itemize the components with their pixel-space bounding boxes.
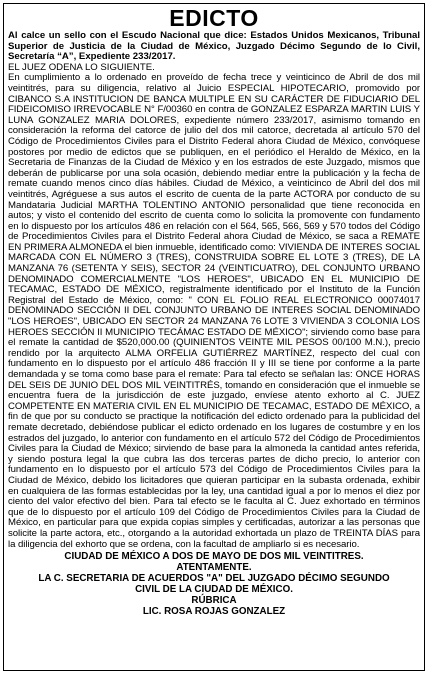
- edict-title: EDICTO: [169, 5, 259, 31]
- seal-heading: Al calce un sello con el Escudo Nacional que dice: Estados Unidos Mexicanos, Tribunal Superior de Justicia de la Ciudad de México, Juzgado Décimo Segundo de lo Civil, Secretaría “A”, Expediente 233/2017.: [8, 30, 420, 63]
- rubrica-line: RÚBRICA: [191, 595, 237, 607]
- date-line: CIUDAD DE MÉXICO A DOS DE MAYO DE DOS MIL VEINTITRES.: [64, 551, 364, 563]
- signer-line: LIC. ROSA ROJAS GONZALEZ: [142, 606, 286, 618]
- judge-order-line: EL JUEZ ODENA LO SIGUIENTE.: [8, 61, 155, 73]
- edict-body: En cumplimiento a lo ordenado en proveído de fecha trece y veinticinco de Abril de dos mil veintitrés, para su diligencia, relativo al Juicio ESPECIAL HIPOTECARIO, promovido por CIBANCO S.A INSTITUCION DE BANCA MULTIPLE EN SU CARÁCTER DE FIDUCIARIO DEL FIDEICOMISO IRREVOCABLE N° F/00360 en contra de GONZALEZ ESPARZA MARTIN LUIS Y LUNA GONZALEZ MARIA DOLORES, expediente número 233/2017, asimismo tomando en consideración la reforma del catorce de julio del dos mil catorce, decretada al artículo 570 del Código de Procedimientos Civiles para el Distrito Federal ahora Ciudad de México, convóquese postores por medio de edictos que se publiquen, en el periódico el Heraldo de México, en la Secretaria de Finanzas de la Ciudad de México y en los estrados de este Juzgado, mismos que deberán de publicarse por una sola ocasión, debiendo mediar entre la publicación y la fecha de remate cuando menos cinco días hábiles. Ciudad de México, a veinticinco de Abril del dos mil veintitrés, Agréguese a sus autos el escrito de cuenta de la parte ACTORA por conducto de su Mandataria Judicial MARTHA TOLENTINO ANTONIO personalidad que tiene reconocida en autos; y visto el contenido del escrito de cuenta como lo solicita la promovente con fundamento en lo dispuesto por los artículos 486 en relación con el 564, 565, 566, 569 y 570 todos del Código de Procedimientos Civiles para el Distrito Federal ahora Ciudad de México, se saca a REMATE EN PRIMERA ALMONEDA el bien inmueble, identificado como: VIVIENDA DE INTERES SOCIAL MARCADA CON EL NÚMERO 3 (TRES), CONSTRUIDA SOBRE EL LOTE 3 (TRES), DE LA MANZANA 76 (SETENTA Y SEIS), SECTOR 24 (VEINTICUATRO), DEL CONJUNTO URBANO DENOMINADO COMERCIALMENTE "LOS HEROES", UBICADO EN EL MUNICIPIO DE TECAMAC, ESTADO DE MÉXICO, registralmente identificado por el Instituto de la Función Registral del Estado de México, como: " CON EL FOLIO REAL ELECTRONICO 00074017 DENOMINADO SECCIÓN II DEL CONJUNTO URBANO DE INTERES SOCIAL DENOMINADO "LOS HEROES", UBICADO EN SECTOR 24 MANZANA 76 LOTE 3 VIVIENDA 3 COLONIA LOS HEROES SECCIÓN II MUNICIPIO TECÁMAC ESTADO DE MÉXICO"; sirviendo como base para el remate la cantidad de $520,000.00 (QUINIENTOS VEINTE MIL PESOS 00/100 M.N.), precio rendido por la arquitecto ALMA ORFELIA GUTIÉRREZ MARTÍNEZ, respecto del cual con fundamento en lo dispuesto por el artículo 486 fracción II y III se tiene por conforme a la parte demandada y se toma como base para el remate: Para tal efecto se señalan las: ONCE HORAS DEL SEIS DE JUNIO DEL DOS MIL VEINTITRÉS, tomando en consideración que el inmueble se encuentra fuera de la jurisdicción de este juzgado, envíese atento exhorto al C. JUEZ COMPETENTE EN MATERIA CIVIL EN EL MUNICIPIO DE TECAMAC, ESTADO DE MÉXICO, a fin de que por su conducto se practique la notificación del edicto ordenado para la publicidad del remate decretado, debiéndose publicar el edicto ordenado en los lugares de costumbre y en los estrados del juzgado, lo anterior con fundamento en el artículo 572 del Código de Procedimientos Civiles para la Ciudad de México; sirviendo de base para la almoneda la cantidad antes referida, y siendo postura legal la que cubra las dos terceras partes de dicho precio, lo anterior con fundamento en lo dispuesto por el artículo 573 del Código de Procedimientos Civiles para la Ciudad de México, debido los licitadores que quieran participar en la subasta ordenada, exhibir en cualquiera de las formas establecidas por la ley, una cantidad igual a por lo menos el diez por ciento del valor efectivo del bien. Para tal efecto se le faculta al C. Juez exhortado en términos que de lo dispuesto por el artículo 109 del Código de Procedimientos Civiles para la Ciudad de México, en particular para que expida copias simples y certificadas, autorizar a las personas que solicite la parte actora, etc., otorgando a la autoridad exhortada un plazo de TREINTA DÍAS para la diligencia del exhorto que se ordena, con la facultad de ampliarlo si es necesario.: [8, 72, 420, 550]
- secretary-line-1: LA C. SECRETARIA DE ACUERDOS "A" DEL JUZGADO DÉCIMO SEGUNDO: [38, 573, 390, 585]
- edict-frame: [3, 3, 425, 671]
- secretary-line-2: CIVIL DE LA CIUDAD DE MÉXICO.: [135, 584, 293, 596]
- atentamente-line: ATENTAMENTE.: [176, 562, 252, 574]
- closing-block: [8, 551, 420, 617]
